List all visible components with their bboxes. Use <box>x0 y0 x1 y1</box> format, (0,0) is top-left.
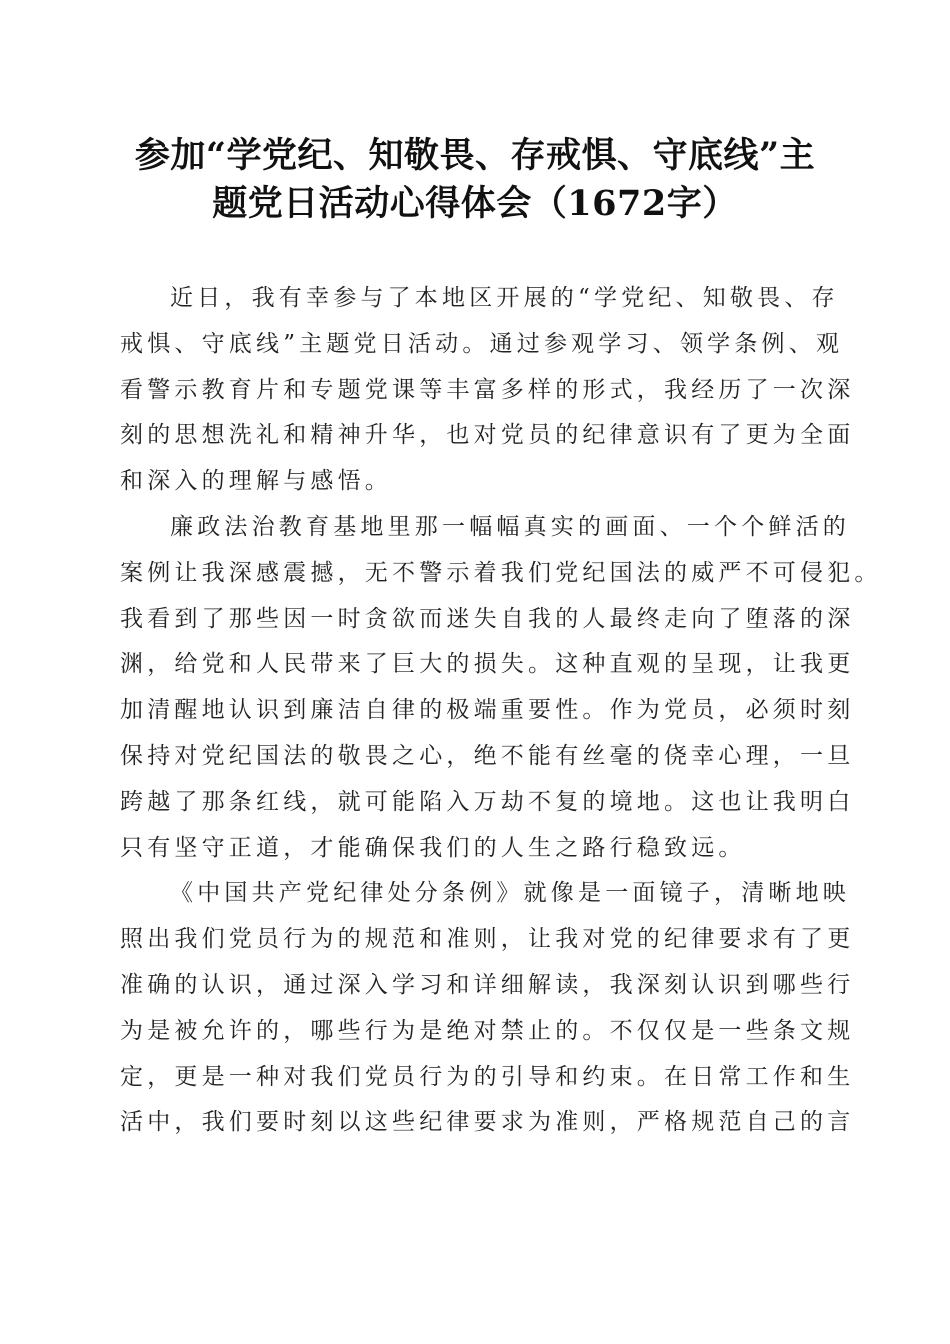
title-line-1: 参加“学党纪、知敬畏、存戒惧、守底线”主 <box>134 135 816 176</box>
paragraph-line: 只有坚守正道，才能确保我们的人生之路行稳致远。 <box>120 834 746 861</box>
paragraph-line: 加清醒地认识到廉洁自律的极端重要性。作为党员，必须时刻 <box>120 697 855 724</box>
paragraph-line: 保持对党纪国法的敬畏之心，绝不能有丝毫的侥幸心理，一旦 <box>120 742 855 769</box>
paragraph-1 <box>120 276 855 505</box>
paragraph-line: 我看到了那些因一时贪欲而迷失自我的人最终走向了堕落的深 <box>120 605 855 632</box>
paragraph-line: 刻的思想洗礼和精神升华，也对党员的纪律意识有了更为全面 <box>120 422 855 449</box>
paragraph-line: 照出我们党员行为的规范和准则，让我对党的纪律要求有了更 <box>120 926 855 953</box>
paragraph-3 <box>120 871 855 1146</box>
paragraph-line: 跨越了那条红线，就可能陷入万劫不复的境地。这也让我明白 <box>120 788 855 815</box>
paragraph-2 <box>120 505 882 871</box>
paragraph-line: 准确的认识，通过深入学习和详细解读，我深刻认识到哪些行 <box>120 971 855 998</box>
paragraph-line: 近日，我有幸参与了本地区开展的“学党纪、知敬畏、存 <box>170 285 839 311</box>
document-title <box>100 132 850 228</box>
document-body <box>120 276 882 1146</box>
paragraph-line: 定，更是一种对我们党员行为的引导和约束。在日常工作和生 <box>120 1063 855 1090</box>
paragraph-line: 案例让我深感震撼，无不警示着我们党纪国法的威严不可侵犯。 <box>120 559 882 586</box>
paragraph-line: 《中国共产党纪律处分条例》就像是一面镜子，清晰地映 <box>170 880 850 907</box>
paragraph-line: 为是被允许的，哪些行为是绝对禁止的。不仅仅是一些条文规 <box>120 1017 855 1044</box>
paragraph-line: 活中，我们要时刻以这些纪律要求为准则，严格规范自己的言 <box>120 1109 855 1136</box>
paragraph-line: 和深入的理解与感悟。 <box>120 468 392 495</box>
paragraph-line: 戒惧、守底线”主题党日活动。通过参观学习、领学条例、观 <box>120 330 844 357</box>
paragraph-line: 渊，给党和人民带来了巨大的损失。这种直观的呈现，让我更 <box>120 651 855 678</box>
paragraph-line: 廉政法治教育基地里那一幅幅真实的画面、一个个鲜活的 <box>170 513 850 540</box>
paragraph-line: 看警示教育片和专题党课等丰富多样的形式，我经历了一次深 <box>120 376 855 403</box>
title-line-2: 题党日活动心得体会（1672字） <box>212 183 738 224</box>
